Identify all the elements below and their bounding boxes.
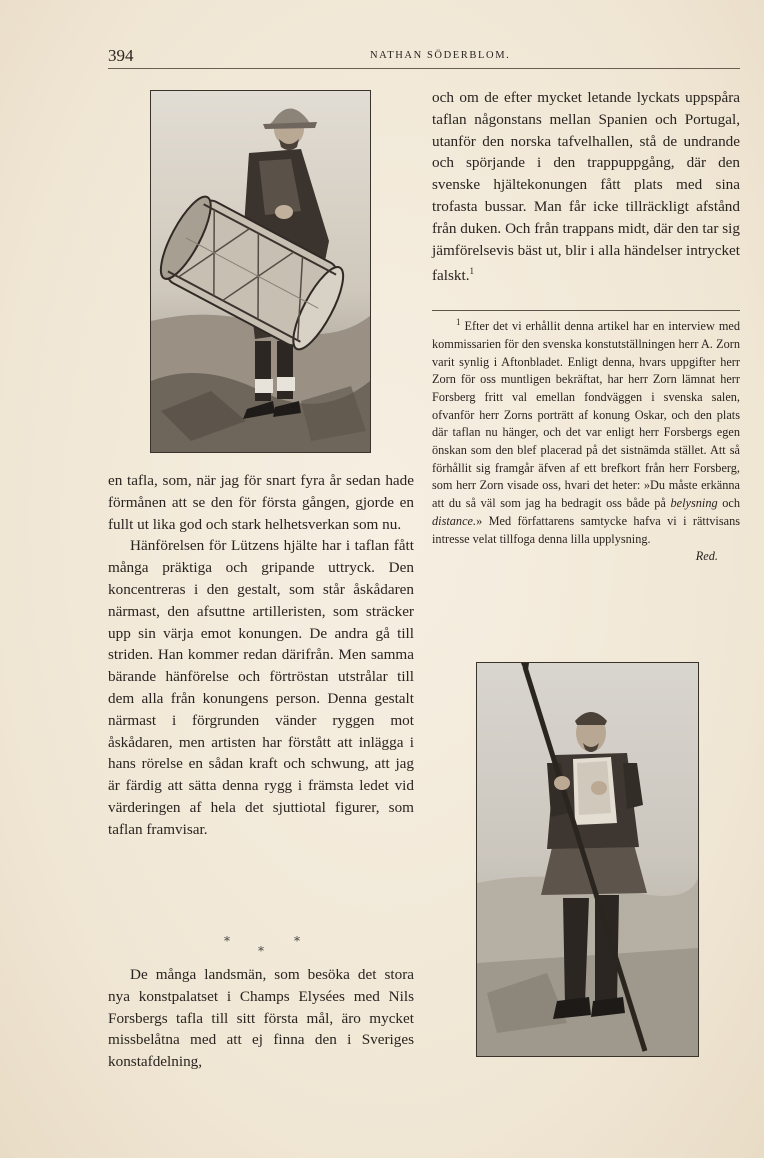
page-header: [108, 44, 740, 70]
paragraph: De många landsmän, som besöka det stora nya konstpalatset i Champs Elysées med Nils Forsbergs tafla till sitt första mål, äro mycket missbelåtna med att ej finna den i Sveriges konstafdelning,: [108, 966, 414, 1071]
footnote-emphasis: belysning: [670, 496, 718, 511]
drummer-illustration: [150, 90, 371, 453]
asterism-star: *: [258, 944, 264, 958]
pikeman-illustration: [476, 662, 699, 1057]
left-column-text: [108, 470, 414, 841]
paragraph: Hänförelsen för Lützens hjälte har i taflan fått många präktiga och gripande uttryck. Den koncentreras i den gestalt, som står åskådaren närmast, den afsuttne artilleristen, som sträcker upp sin värja emot konungen. De andra gå till striden. Han kommer redan därifrån. Men samma bärande hänförelse och förtröstan utstrålar till dem alla från konungens person. Denna gestalt närmast i förgrunden vänder ryggen mot åskådaren, men artisten har förstått att inlägga i hans rörelse en sådan kraft och schwung, att jag är färdig att sätta denna rygg i främsta ledet vid värderingen af hela det sjuttiotal figurer, som taflan framvisar.: [108, 537, 414, 838]
section-break: [220, 932, 340, 962]
running-title: NATHAN SÖDERBLOM.: [370, 50, 511, 61]
asterism-star: *: [224, 934, 230, 948]
footnote-mark: 1: [456, 317, 461, 327]
footnote-emphasis: distance.: [432, 513, 477, 528]
footnote: [432, 314, 740, 566]
right-column-text: [432, 87, 740, 287]
paragraph: en tafla, som, när jag för snart fyra år sedan hade förmånen att se den för första gången, gjorde en fullt ut lika god och stark helhetsverkan som nu.: [108, 472, 414, 533]
page-number: 394: [108, 46, 134, 65]
pikeman-figure: [477, 663, 698, 1056]
footnote-reference[interactable]: 1: [469, 266, 475, 277]
footnote-paragraph: $^1$ Efter det vi erhållit denna artikel har en interview med kommissarien för den svenska konstutställningen herr A. Zorn varit synlig i Aftonbladet. Enligt denna, hvars uppgifter herr Zorn för oss muntligen bekräftat, har herr Zorn lämnat herr Forsberg fritt val emellan fondväggen i svenska salen, ofvanför herr Zorns porträtt af konung Oskar, och den plats där taflan nu hänger, och det var enligt herr Forsbergs egen önskan som den blef placerad på det sistnämda stället. Att så förhållit sig framgår äfven af ett brefkort från herr Forsberg, som herr Zorn visade oss, hvari det heter: »Du måste erkänna att du så väl som jag ha bedragit oss både på belysning och distance.» Med författarens samtycke hafva vi i rättvisans intresse velat tillfoga denna lilla upplysning.: [432, 317, 740, 546]
footnote-rule: [432, 310, 740, 311]
footnote-signature: Red.: [695, 549, 718, 564]
right-column-paragraph: och om de efter mycket letande lyckats uppspåra taflan någonstans mellan Spanien och Portugal, utanför den norska tafvelhallen, stå de undrande och spörjande i den trappuppgång, där den svenske hjältekonungen fått plats med sina trofasta bussar. Man får icke tillräckligt afstånd från duken. Och från trappans midt, där den tar sig jämförelsevis bäst ut, blir i alla händelser intrycket falskt.$^1$: [432, 89, 740, 285]
drummer-figure: [151, 91, 370, 452]
left-column-text-continued: [108, 964, 414, 1073]
asterism-star: *: [294, 934, 300, 948]
header-rule: [108, 68, 740, 69]
